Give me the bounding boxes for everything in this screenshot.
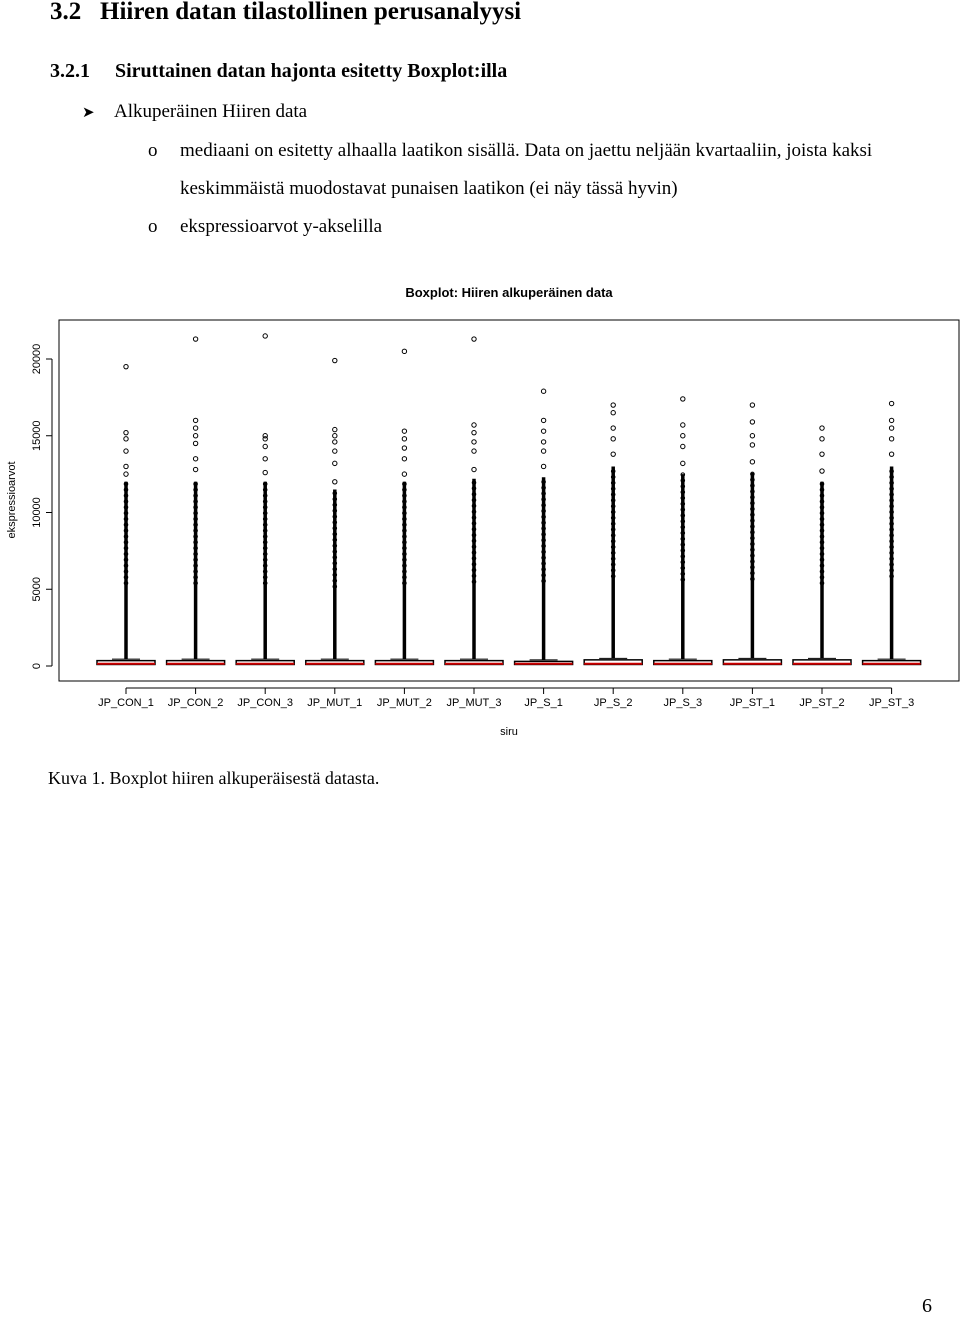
x-tick-label: JP_ST_1: [729, 697, 776, 709]
outlier-point: [681, 444, 685, 448]
outlier-point: [681, 434, 685, 438]
outlier-point: [541, 449, 545, 453]
outlier-point: [333, 461, 337, 465]
outlier-point: [124, 437, 128, 441]
outlier-point: [402, 457, 406, 461]
outlier-point: [750, 443, 754, 447]
outlier-point: [681, 461, 685, 465]
outlier-point: [263, 434, 267, 438]
arrow-bullet-icon: ➤: [82, 105, 95, 121]
outlier-point: [263, 444, 267, 448]
section-number: 3.2: [50, 0, 82, 25]
y-tick-label: 20000: [31, 343, 43, 375]
outlier-point: [402, 349, 406, 353]
outlier-point: [541, 464, 545, 468]
outlier-point: [193, 467, 197, 471]
x-tick-label: JP_CON_1: [98, 697, 154, 709]
outlier-point: [541, 440, 545, 444]
outlier-point: [263, 470, 267, 474]
x-tick-label: JP_MUT_1: [307, 697, 363, 709]
outlier-point: [820, 426, 824, 430]
x-tick-label: JP_ST_2: [799, 697, 845, 709]
outlier-point: [611, 403, 615, 407]
outlier-point: [402, 429, 406, 433]
outlier-point: [472, 337, 476, 341]
x-tick-label: JP_S_3: [663, 697, 703, 709]
outlier-point: [333, 427, 337, 431]
outlier-point: [402, 472, 406, 476]
outlier-point: [541, 389, 545, 393]
outlier-point: [611, 411, 615, 415]
outlier-point: [472, 430, 476, 434]
x-tick-label: JP_MUT_2: [376, 697, 432, 709]
x-tick-label: JP_MUT_3: [446, 697, 502, 709]
outlier-point: [333, 434, 337, 438]
outlier-point: [193, 441, 197, 445]
outlier-point: [333, 440, 337, 444]
outlier-point: [611, 437, 615, 441]
y-tick-label: 0: [31, 662, 43, 670]
outlier-point: [124, 464, 128, 468]
outlier-point: [541, 418, 545, 422]
outlier-point: [472, 440, 476, 444]
outlier-point: [333, 480, 337, 484]
x-tick-label: JP_S_1: [524, 697, 563, 709]
outlier-point: [472, 449, 476, 453]
outlier-point: [124, 430, 128, 434]
boxplot-chart: [0, 270, 960, 750]
outlier-point: [333, 449, 337, 453]
subsection-heading: [50, 60, 507, 83]
sub-bullet-text: ekspressioarvot y-akselilla: [180, 216, 383, 237]
page-number: 6: [922, 1295, 932, 1317]
circle-bullet-mark: o: [148, 140, 158, 161]
outlier-point: [472, 423, 476, 427]
outlier-point: [889, 437, 893, 441]
outlier-point: [263, 457, 267, 461]
y-axis-label: ekspressioarvot: [6, 461, 18, 539]
figure-caption: Kuva 1. Boxplot hiiren alkuperäisestä datasta.: [48, 768, 380, 788]
outlier-point: [681, 397, 685, 401]
outlier-point: [681, 423, 685, 427]
outlier-point: [820, 437, 824, 441]
outlier-point: [193, 434, 197, 438]
outlier-point: [820, 469, 824, 473]
outlier-point: [889, 452, 893, 456]
x-tick-label: JP_CON_2: [167, 697, 224, 709]
section-heading: [50, 0, 521, 26]
outlier-point: [402, 446, 406, 450]
y-tick-label: 5000: [31, 577, 43, 602]
bullet-item: [82, 101, 307, 123]
bullet-text: Alkuperäinen Hiiren data: [114, 101, 308, 122]
outlier-point: [750, 403, 754, 407]
section-title: Hiiren datan tilastollinen perusanalyysi: [100, 0, 522, 25]
outlier-point: [193, 418, 197, 422]
outlier-point: [193, 337, 197, 341]
outlier-point: [541, 429, 545, 433]
y-tick-label: 15000: [31, 420, 43, 452]
sub-bullet-text: mediaani on esitetty alhaalla laatikon sisällä. Data on jaettu neljään kvartaaliin, joista kaksi keskimmäistä muodostavat punaisen laatikon (ei näy tässä hyvin): [180, 140, 873, 199]
outlier-point: [889, 418, 893, 422]
subsection-title: Siruttainen datan hajonta esitetty Boxplot:illa: [115, 60, 508, 82]
outlier-point: [193, 457, 197, 461]
outlier-point: [611, 452, 615, 456]
outlier-point: [472, 467, 476, 471]
outlier-point: [820, 452, 824, 456]
x-axis-label: siru: [500, 726, 518, 738]
x-tick-label: JP_S_2: [593, 697, 633, 709]
x-tick-label: JP_ST_3: [868, 697, 915, 709]
chart-title: Boxplot: Hiiren alkuperäinen data: [405, 285, 613, 300]
outlier-point: [263, 334, 267, 338]
outlier-point: [333, 358, 337, 362]
outlier-point: [889, 426, 893, 430]
outlier-point: [402, 437, 406, 441]
outlier-point: [889, 401, 893, 405]
outlier-point: [750, 420, 754, 424]
circle-bullet-mark: o: [148, 216, 158, 237]
outlier-point: [750, 460, 754, 464]
outlier-point: [124, 364, 128, 368]
outlier-point: [124, 472, 128, 476]
outlier-point: [611, 426, 615, 430]
outlier-point: [124, 449, 128, 453]
subsection-number: 3.2.1: [50, 60, 90, 82]
outlier-point: [750, 434, 754, 438]
x-tick-label: JP_CON_3: [237, 697, 294, 709]
y-tick-label: 10000: [31, 497, 43, 528]
outlier-point: [193, 426, 197, 430]
